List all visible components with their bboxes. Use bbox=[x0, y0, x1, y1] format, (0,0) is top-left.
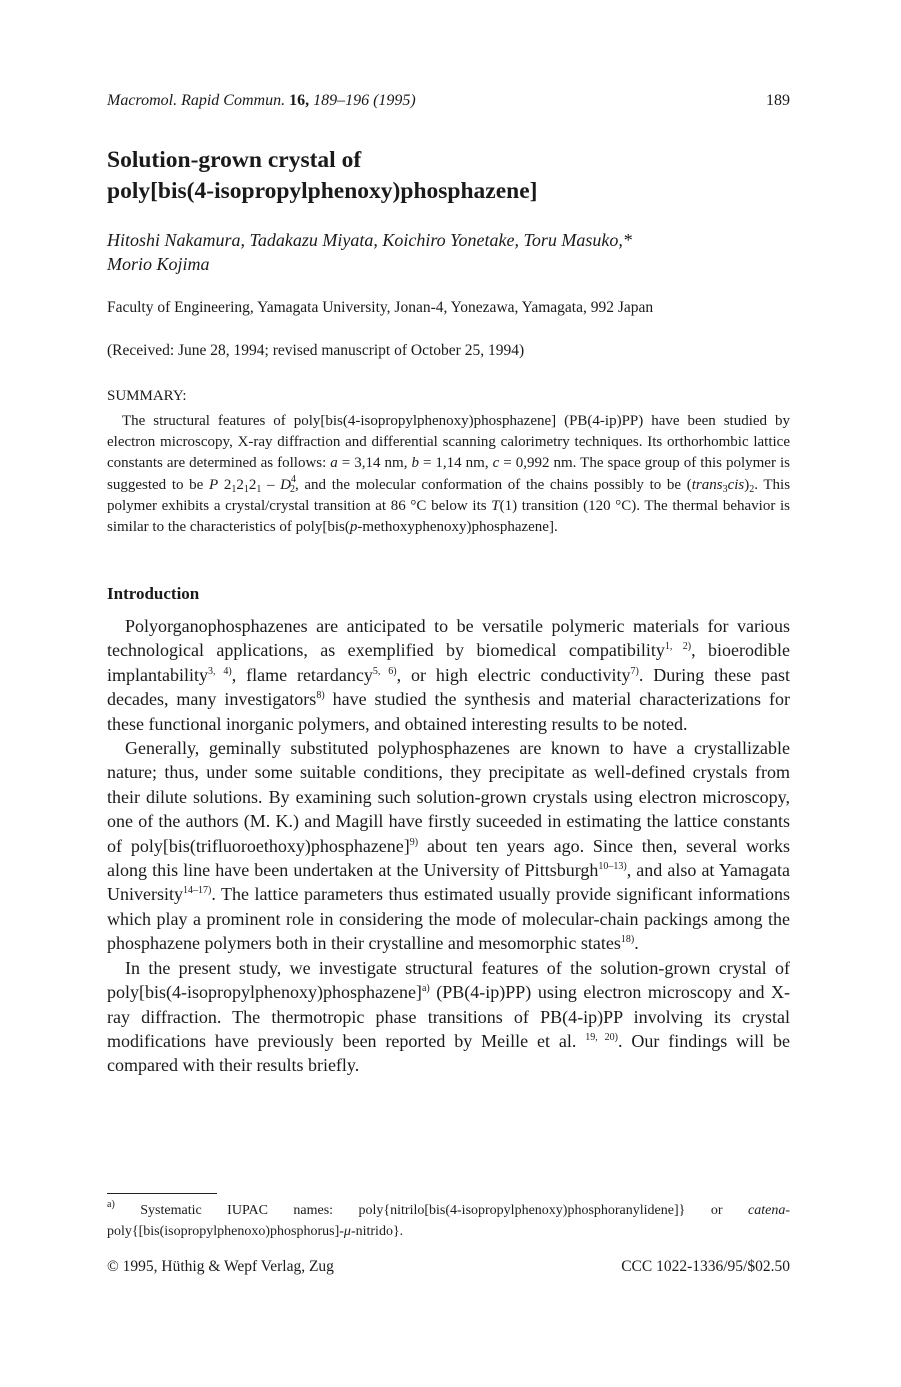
footnote: $^{a)}$ Systematic IUPAC names: poly{nitrilo[bis(4-isopropylphenoxy)phosphoranylidene]} or catena-poly{[bis(isopropylphenoxo)phosphorus]-μ-nitrido}. bbox=[107, 1199, 790, 1239]
page-footer bbox=[107, 1258, 790, 1276]
affiliation: Faculty of Engineering, Yamagata University, Jonan-4, Yonezawa, Yamagata, 992 Japan bbox=[107, 299, 654, 316]
citation-ref: 10–13) bbox=[598, 861, 627, 873]
citation-ref: 3, 4) bbox=[208, 665, 232, 677]
paragraph-3: In the present study, we investigate structural features of the solution-grown crystal of poly[bis(4-isopropylphenoxy)phosphazene]$^{a)}$ (PB(4-ip)PP) using electron microscopy and X-ray diffraction. The thermotropic phase transitions of PB(4-ip)PP involving its crystal modifications have previously been reported by Meille et al. $^{19, 20)}$. Our findings will be compared with their results briefly. bbox=[107, 957, 790, 1076]
page-number: 189 bbox=[766, 92, 790, 109]
summary-heading: SUMMARY: bbox=[107, 388, 187, 404]
title-line-2: poly[bis(4-isopropylphenoxy)phosphazene] bbox=[107, 178, 538, 204]
journal-citation: Macromol. Rapid Commun. 16, 189–196 (1995) bbox=[107, 92, 416, 109]
citation-ref: 18) bbox=[620, 934, 635, 946]
paragraph-1: Polyorganophosphazenes are anticipated to be versatile polymeric materials for various technological applications, as exemplified by biomedical compatibility$^{1, 2)}$, bioerodible implantability$^{3, 4)}$, flame retardancy$^{5, 6)}$, or high electric conductivity$^{7)}$. During these past decades, many investigators$^{8)}$ have studied the synthesis and material characterizations for these functional inorganic polymers, and obtained interesting results to be noted. bbox=[107, 616, 790, 734]
citation-ref: 19, 20) bbox=[585, 1031, 618, 1043]
received-dates: (Received: June 28, 1994; revised manuscript of October 25, 1994) bbox=[107, 342, 525, 359]
citation-ref: 14–17) bbox=[183, 885, 212, 897]
summary-abstract: The structural features of poly[bis(4-isopropylphenoxy)phosphazene] (PB(4-ip)PP) have been studied by electron microscopy, X-ray diffraction and differential scanning calorimetry techniques. Its orthorhombic lattice constants are determined as follows: a = 3,14 nm, b = 1,14 nm, c = 0,992 nm. The space group of this polymer is suggested to be P $2_12_12_1 - D^4_2$, and the molecular conformation of the chains possibly to be $(trans_3cis)_2$. This polymer exhibits a crystal/crystal transition at 86 °C below its T(1) transition (120 °C). The thermal behavior is similar to the characteristics of poly[bis(p-methoxyphenoxy)phosphazene]. bbox=[107, 413, 791, 536]
citation-ref: 1, 2) bbox=[664, 641, 692, 653]
author-list: Hitoshi Nakamura, Tadakazu Miyata, Koichiro Yonetake, Toru Masuko,* Morio Kojima bbox=[107, 230, 632, 274]
footnote-divider bbox=[107, 1193, 217, 1194]
paragraph-2: Generally, geminally substituted polyphosphazenes are known to have a crystallizable nature; thus, under some suitable conditions, they precipitate as well-defined crystals from their dilute solutions. By examining such solution-grown crystals using electron microscopy, one of the authors (M. K.) and Magill have firstly suceeded in estimating the lattice constants of poly[bis(trifluoroethoxy)phosphazene]$^{9)}$ about ten years ago. Since then, several works along this line have been undertaken at the University of Pittsburgh$^{10-13)}$, and also at Yamagata University$^{14-17)}$. The lattice parameters thus estimated usually provide significant informations which play a prominent role in considering the mode of molecular-chain packings among the phosphazene polymers both in their crystalline and mesomorphic states$^{18)}$. bbox=[107, 738, 791, 954]
footnote-ref: a) bbox=[421, 983, 430, 995]
title-line-1: Solution-grown crystal of bbox=[107, 147, 362, 173]
running-header bbox=[107, 92, 790, 110]
citation-ref: 5, 6) bbox=[372, 665, 397, 677]
introduction-heading: Introduction bbox=[107, 584, 200, 603]
citation-ref: 9) bbox=[409, 836, 419, 848]
citation-ref: 7) bbox=[630, 665, 639, 677]
paper-title bbox=[107, 145, 790, 207]
ccc-code: CCC 1022-1336/95/$02.50 bbox=[621, 1258, 790, 1275]
introduction-body bbox=[107, 614, 790, 1078]
citation-ref: 8) bbox=[316, 690, 325, 702]
copyright-notice: © 1995, Hüthig & Wepf Verlag, Zug bbox=[107, 1258, 334, 1275]
